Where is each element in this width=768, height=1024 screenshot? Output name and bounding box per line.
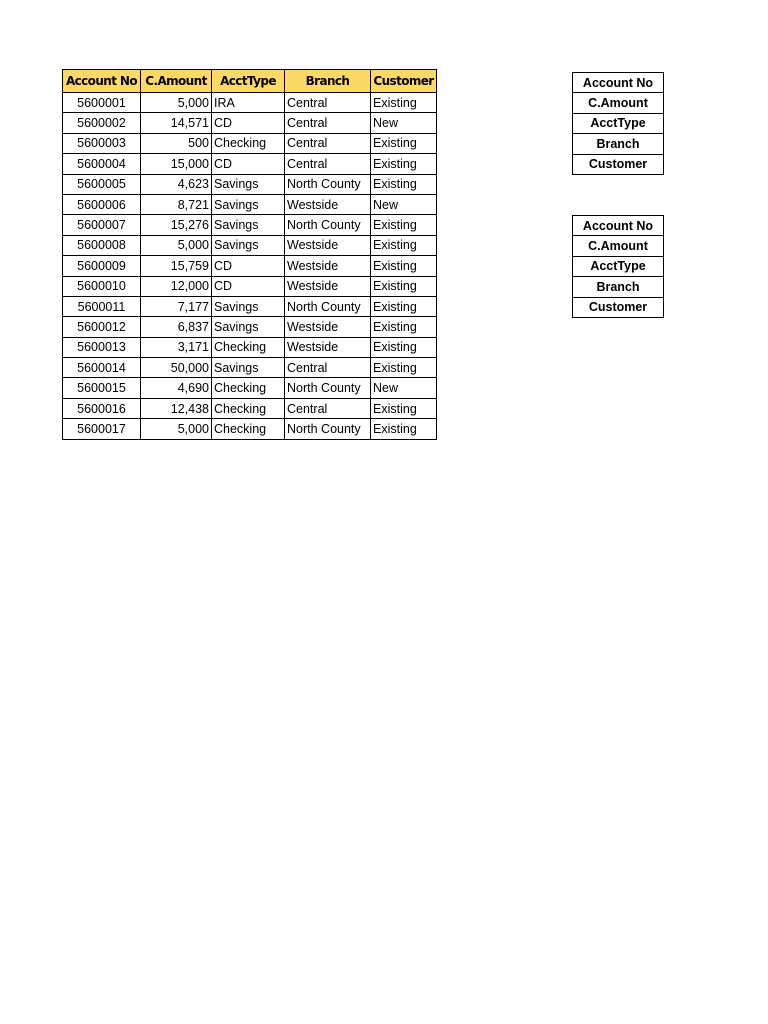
branch-cell: Westside — [285, 276, 371, 296]
acct-type-cell: Savings — [212, 215, 285, 235]
acct-type-cell: IRA — [212, 93, 285, 113]
amount-cell: 15,276 — [141, 215, 212, 235]
branch-cell: Central — [285, 154, 371, 174]
branch-cell: Central — [285, 113, 371, 133]
amount-cell: 5,000 — [141, 93, 212, 113]
field-row — [573, 236, 664, 256]
field-cell: Customer — [573, 297, 664, 317]
acct-type-cell: Savings — [212, 174, 285, 194]
customer-cell: Existing — [371, 235, 437, 255]
branch-cell: Central — [285, 133, 371, 153]
customer-cell: Existing — [371, 256, 437, 276]
acct-type-cell: Savings — [212, 194, 285, 214]
table-row — [63, 296, 437, 316]
field-row — [573, 134, 664, 154]
account-no-cell: 5600016 — [63, 398, 141, 418]
table-row — [63, 113, 437, 133]
field-cell: Account No — [573, 73, 664, 93]
customer-cell: Existing — [371, 337, 437, 357]
field-cell: AcctType — [573, 113, 664, 133]
table-row — [63, 174, 437, 194]
customer-cell: Existing — [371, 154, 437, 174]
table-row — [63, 215, 437, 235]
header-acct-type: AcctType — [212, 70, 285, 93]
account-no-cell: 5600014 — [63, 358, 141, 378]
amount-cell: 8,721 — [141, 194, 212, 214]
amount-cell: 6,837 — [141, 317, 212, 337]
table-row — [63, 133, 437, 153]
field-cell: Customer — [573, 154, 664, 174]
customer-cell: Existing — [371, 398, 437, 418]
field-cell: C.Amount — [573, 236, 664, 256]
amount-cell: 12,000 — [141, 276, 212, 296]
table-row — [63, 378, 437, 398]
branch-cell: North County — [285, 378, 371, 398]
branch-cell: Westside — [285, 337, 371, 357]
branch-cell: North County — [285, 419, 371, 439]
acct-type-cell: CD — [212, 154, 285, 174]
field-list-table-1 — [572, 72, 664, 175]
customer-cell: New — [371, 113, 437, 133]
account-no-cell: 5600008 — [63, 235, 141, 255]
table-row — [63, 337, 437, 357]
account-no-cell: 5600015 — [63, 378, 141, 398]
account-no-cell: 5600001 — [63, 93, 141, 113]
account-no-cell: 5600010 — [63, 276, 141, 296]
acct-type-cell: Checking — [212, 133, 285, 153]
branch-cell: North County — [285, 215, 371, 235]
acct-type-cell: Checking — [212, 337, 285, 357]
branch-cell: Westside — [285, 194, 371, 214]
branch-cell: Westside — [285, 235, 371, 255]
table-row — [63, 317, 437, 337]
field-row — [573, 113, 664, 133]
table-row — [63, 194, 437, 214]
branch-cell: Central — [285, 93, 371, 113]
amount-cell: 4,690 — [141, 378, 212, 398]
field-row — [573, 73, 664, 93]
account-no-cell: 5600013 — [63, 337, 141, 357]
customer-cell: Existing — [371, 93, 437, 113]
table-row — [63, 398, 437, 418]
customer-cell: New — [371, 194, 437, 214]
amount-cell: 500 — [141, 133, 212, 153]
amount-cell: 5,000 — [141, 235, 212, 255]
amount-cell: 12,438 — [141, 398, 212, 418]
field-row — [573, 216, 664, 236]
acct-type-cell: CD — [212, 276, 285, 296]
table-row — [63, 419, 437, 439]
accounts-table — [62, 69, 437, 440]
branch-cell: Central — [285, 358, 371, 378]
amount-cell: 4,623 — [141, 174, 212, 194]
header-account-no: Account No — [63, 70, 141, 93]
account-no-cell: 5600005 — [63, 174, 141, 194]
table-row — [63, 276, 437, 296]
branch-cell: North County — [285, 296, 371, 316]
acct-type-cell: Checking — [212, 398, 285, 418]
field-row — [573, 297, 664, 317]
table-row — [63, 256, 437, 276]
customer-cell: Existing — [371, 419, 437, 439]
amount-cell: 14,571 — [141, 113, 212, 133]
branch-cell: North County — [285, 174, 371, 194]
acct-type-cell: Savings — [212, 296, 285, 316]
table-row — [63, 93, 437, 113]
amount-cell: 50,000 — [141, 358, 212, 378]
account-no-cell: 5600007 — [63, 215, 141, 235]
customer-cell: Existing — [371, 276, 437, 296]
field-list-table-2 — [572, 215, 664, 318]
field-row — [573, 93, 664, 113]
acct-type-cell: Savings — [212, 235, 285, 255]
branch-cell: Central — [285, 398, 371, 418]
account-no-cell: 5600009 — [63, 256, 141, 276]
amount-cell: 15,000 — [141, 154, 212, 174]
customer-cell: Existing — [371, 215, 437, 235]
amount-cell: 15,759 — [141, 256, 212, 276]
table-row — [63, 154, 437, 174]
amount-cell: 3,171 — [141, 337, 212, 357]
account-no-cell: 5600004 — [63, 154, 141, 174]
account-no-cell: 5600002 — [63, 113, 141, 133]
customer-cell: New — [371, 378, 437, 398]
acct-type-cell: Checking — [212, 378, 285, 398]
header-row — [63, 70, 437, 93]
header-c-amount: C.Amount — [141, 70, 212, 93]
acct-type-cell: Checking — [212, 419, 285, 439]
field-cell: Account No — [573, 216, 664, 236]
field-row — [573, 256, 664, 276]
field-row — [573, 277, 664, 297]
customer-cell: Existing — [371, 358, 437, 378]
account-no-cell: 5600017 — [63, 419, 141, 439]
branch-cell: Westside — [285, 317, 371, 337]
account-no-cell: 5600011 — [63, 296, 141, 316]
field-cell: Branch — [573, 134, 664, 154]
acct-type-cell: CD — [212, 113, 285, 133]
header-customer: Customer — [371, 70, 437, 93]
customer-cell: Existing — [371, 133, 437, 153]
acct-type-cell: Savings — [212, 317, 285, 337]
branch-cell: Westside — [285, 256, 371, 276]
field-row — [573, 154, 664, 174]
table-row — [63, 358, 437, 378]
acct-type-cell: CD — [212, 256, 285, 276]
table-row — [63, 235, 437, 255]
amount-cell: 7,177 — [141, 296, 212, 316]
field-cell: C.Amount — [573, 93, 664, 113]
account-no-cell: 5600003 — [63, 133, 141, 153]
amount-cell: 5,000 — [141, 419, 212, 439]
customer-cell: Existing — [371, 317, 437, 337]
account-no-cell: 5600006 — [63, 194, 141, 214]
account-no-cell: 5600012 — [63, 317, 141, 337]
field-cell: AcctType — [573, 256, 664, 276]
header-branch: Branch — [285, 70, 371, 93]
field-cell: Branch — [573, 277, 664, 297]
customer-cell: Existing — [371, 296, 437, 316]
customer-cell: Existing — [371, 174, 437, 194]
acct-type-cell: Savings — [212, 358, 285, 378]
